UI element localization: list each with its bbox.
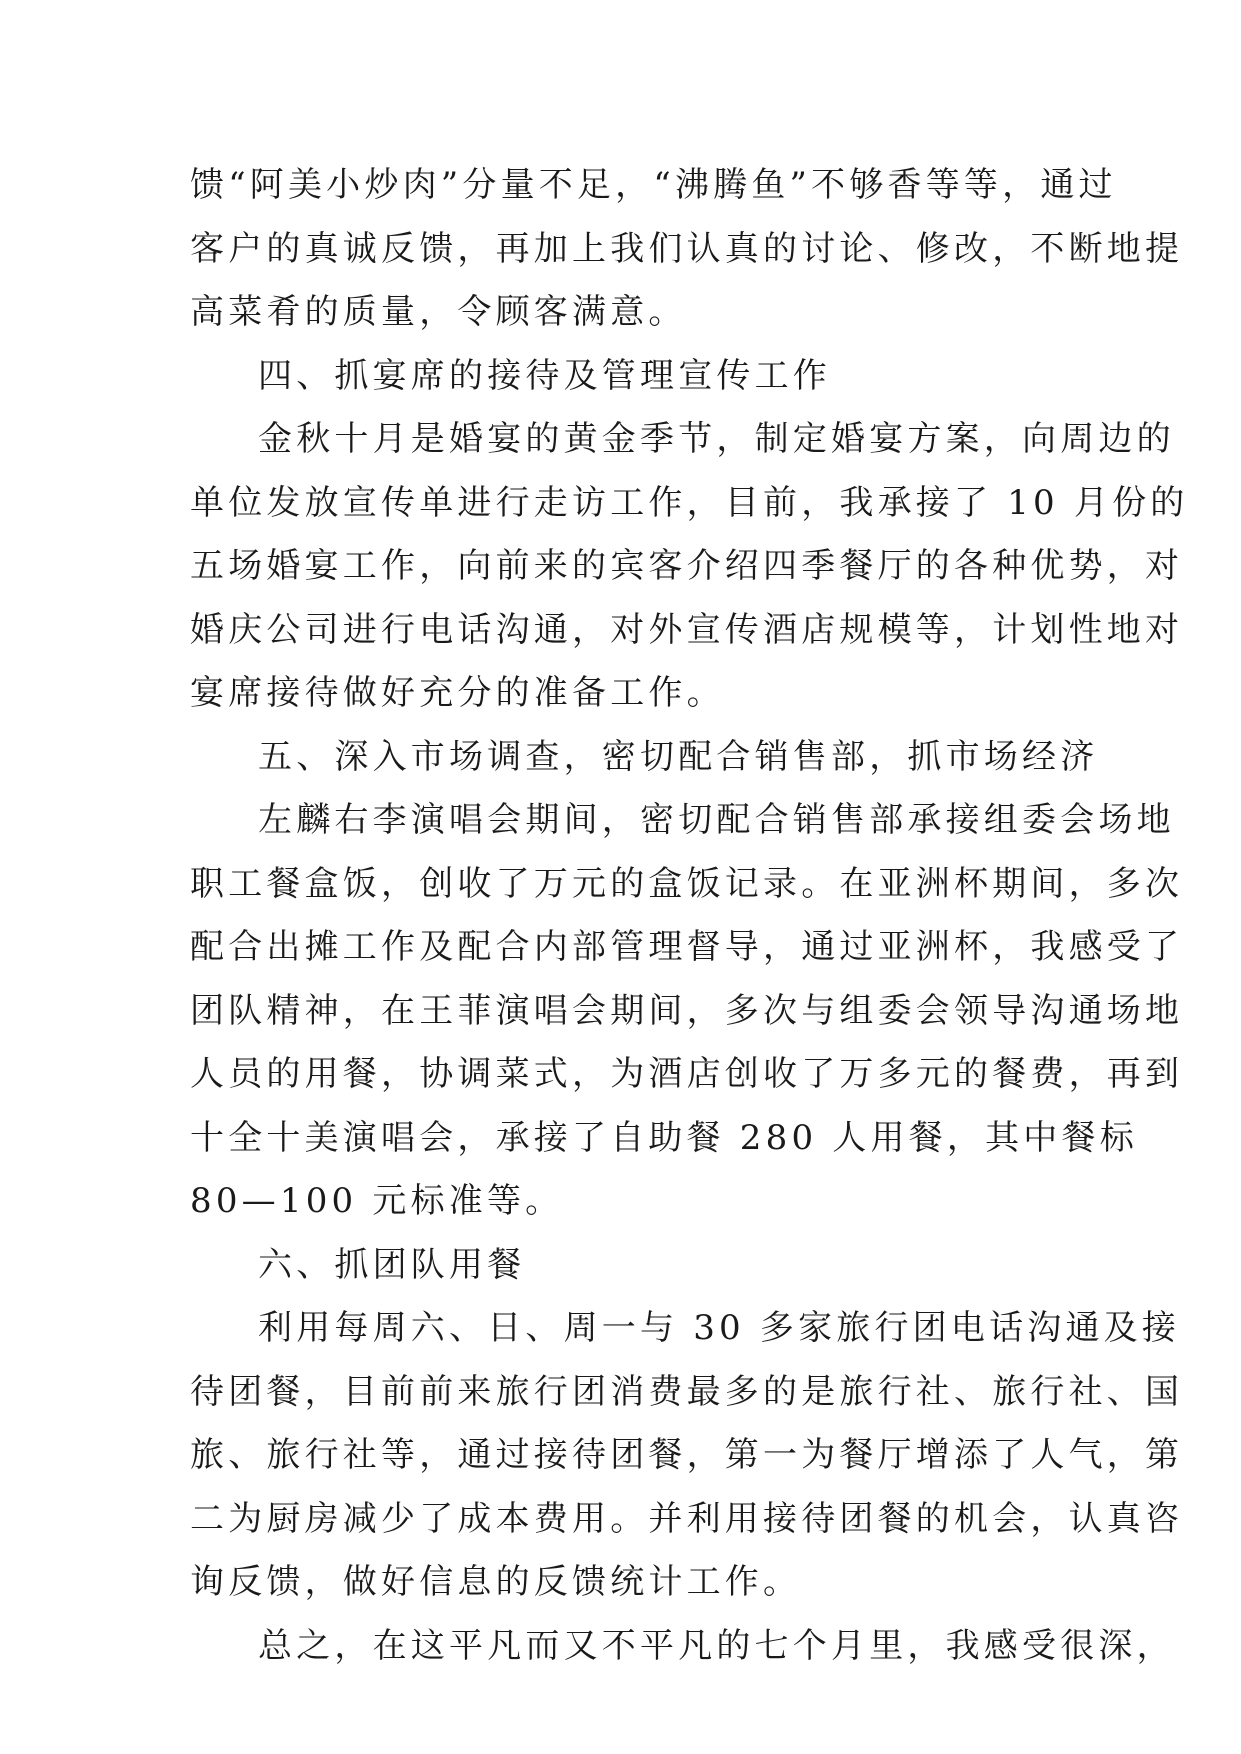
text-line: 职工餐盒饭，创收了万元的盒饭记录。在亚洲杯期间，多次 bbox=[190, 863, 1184, 904]
text-line: 十全十美演唱会，承接了自助餐 280 人用餐，其中餐标 bbox=[190, 1117, 1138, 1158]
text-line: 总之，在这平凡而又不平凡的七个月里，我感受很深， bbox=[258, 1625, 1175, 1666]
text-line: 旅、旅行社等，通过接待团餐，第一为餐厅增添了人气，第 bbox=[190, 1435, 1184, 1475]
text-line: 80—100 元标准等。 bbox=[190, 1181, 564, 1221]
section-heading-4: 四、抓宴席的接待及管理宣传工作 bbox=[258, 355, 831, 396]
text-line: 询反馈，做好信息的反馈统计工作。 bbox=[190, 1562, 802, 1602]
text-line: 待团餐，目前前来旅行团消费最多的是旅行社、旅行社、国 bbox=[190, 1371, 1184, 1412]
text-line: 馈“阿美小炒肉”分量不足，“沸腾鱼”不够香等等，通过 bbox=[190, 165, 1117, 205]
text-line: 配合出摊工作及配合内部管理督导，通过亚洲杯，我感受了 bbox=[190, 927, 1184, 967]
text-line: 宴席接待做好充分的准备工作。 bbox=[190, 673, 725, 713]
text-line: 利用每周六、日、周一与 30 多家旅行团电话沟通及接 bbox=[258, 1308, 1181, 1348]
text-line: 左麟右李演唱会期间，密切配合销售部承接组委会场地 bbox=[258, 800, 1175, 840]
section-heading-6: 六、抓团队用餐 bbox=[258, 1244, 526, 1285]
section-heading-5: 五、深入市场调查，密切配合销售部，抓市场经济 bbox=[258, 736, 1099, 777]
text-line: 金秋十月是婚宴的黄金季节，制定婚宴方案，向周边的 bbox=[258, 419, 1175, 459]
text-line: 婚庆公司进行电话沟通，对外宣传酒店规模等，计划性地对 bbox=[190, 609, 1184, 650]
text-line: 单位发放宣传单进行走访工作，目前，我承接了 10 月份的 bbox=[190, 482, 1189, 523]
text-line: 团队精神，在王菲演唱会期间，多次与组委会领导沟通场地 bbox=[190, 990, 1184, 1031]
text-line: 五场婚宴工作，向前来的宾客介绍四季餐厅的各种优势，对 bbox=[190, 546, 1184, 586]
text-line: 二为厨房减少了成本费用。并利用接待团餐的机会，认真咨 bbox=[190, 1498, 1184, 1539]
text-line: 人员的用餐，协调菜式，为酒店创收了万多元的餐费，再到 bbox=[190, 1054, 1184, 1094]
document-body bbox=[190, 154, 1189, 1678]
text-line: 客户的真诚反馈，再加上我们认真的讨论、修改，不断地提 bbox=[190, 228, 1184, 269]
text-line: 高菜肴的质量，令顾客满意。 bbox=[190, 292, 687, 332]
